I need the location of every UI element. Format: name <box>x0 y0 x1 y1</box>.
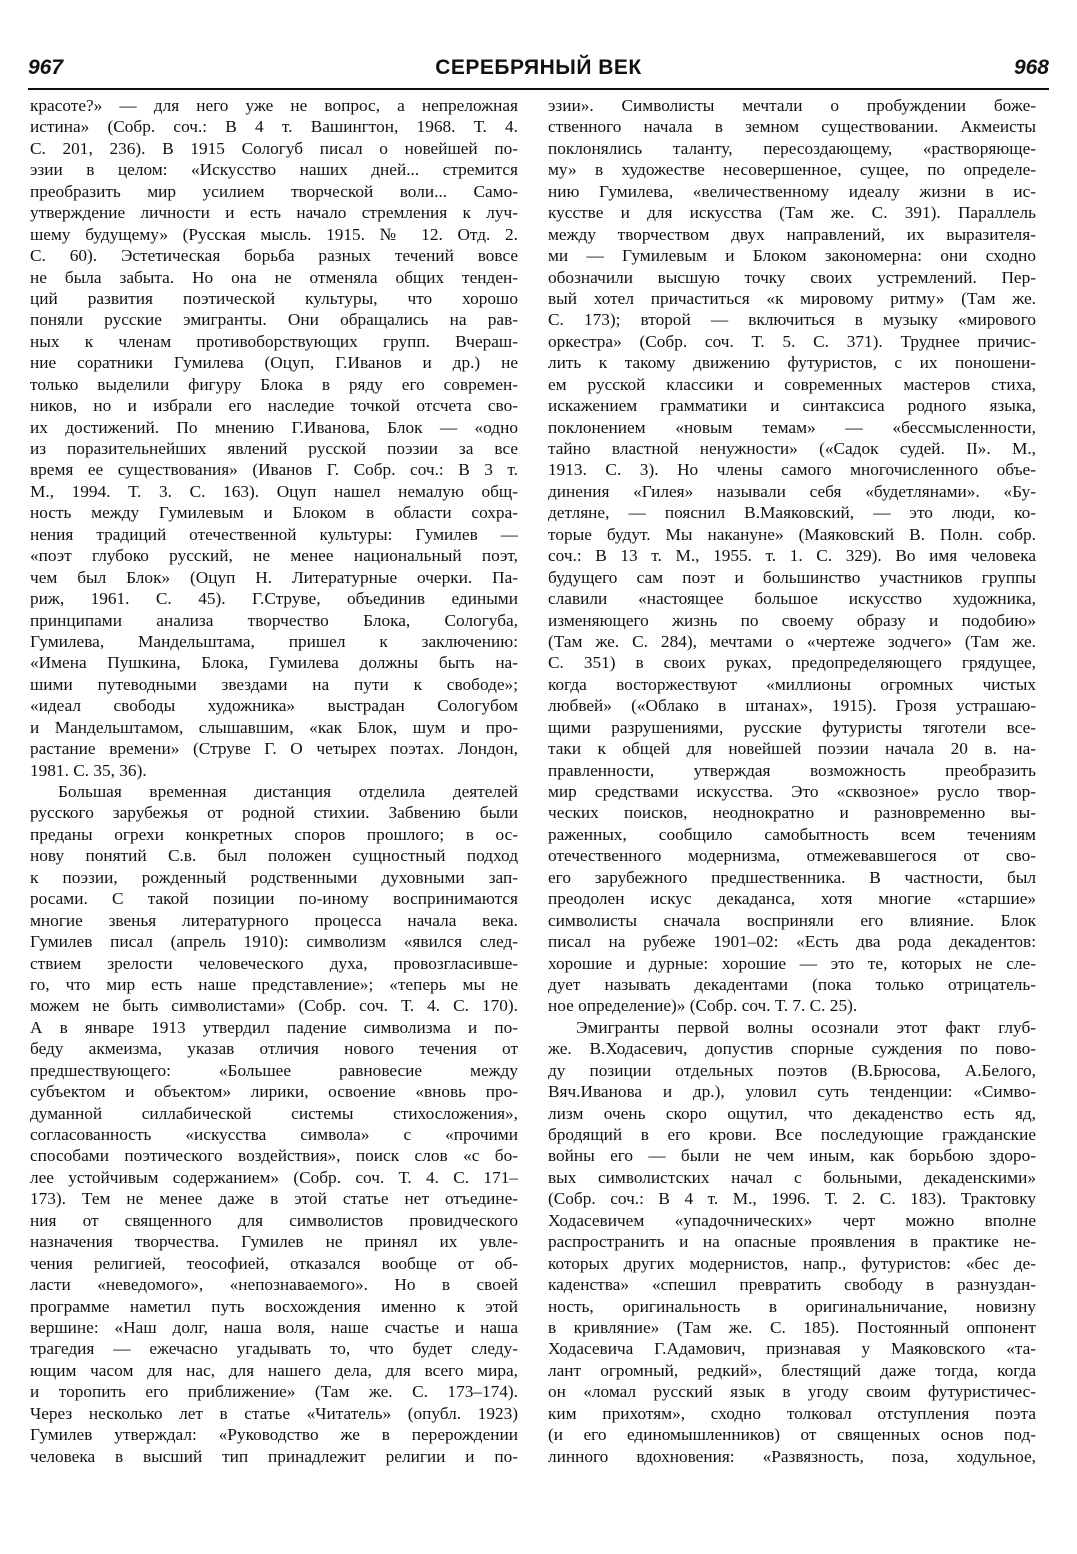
text-line: эзии». Символисты мечтали о пробуждении боже- <box>548 96 1036 115</box>
text-line: ми — Гумилевым и Блоком закономерна: они сходно <box>548 246 1036 266</box>
left-page-number: 967 <box>28 56 64 79</box>
text-line: А в январе 1913 утвердил падение символизма и по- <box>30 1017 518 1037</box>
text-line: оркестра» (Собр. соч. Т. 5. С. 371). Труднее причис- <box>548 331 1036 351</box>
text-line: эзии в целом: «Искусство наших дней... стремится <box>30 160 518 180</box>
text-line: Ходасевича Г.Адамович, признавая у Маяковского «та- <box>548 1339 1036 1359</box>
text-line: обозначили высшую точку своих устремлений. Пер- <box>548 267 1036 287</box>
right-page-number: 968 <box>1013 56 1049 79</box>
text-line: когда восторжествуют «миллионы огромных чистых <box>548 674 1036 694</box>
text-line: символисты сначала восприняли его влияние. Блок <box>548 910 1036 930</box>
text-line: распространить и на опасные проявления в практике не- <box>548 1232 1036 1252</box>
text-line: можем не быть символистами» (Собр. соч. Т. 4. С. 170). <box>30 996 518 1016</box>
text-line: ким прихотям», сходно толковал отступления поэта <box>548 1403 1036 1423</box>
text-line: предшествующего: «Большее равновесие между <box>30 1060 518 1080</box>
text-line: С. 60). Эстетическая борьба разных течений вовсе <box>30 246 518 266</box>
text-line: нову понятий С.в. был положен сущностный подход <box>30 846 518 866</box>
text-line: славили «настоящее большое искусство художника, <box>548 589 1036 609</box>
text-line: согласованность «искусства символа» с «прочими <box>30 1125 518 1144</box>
text-line: мир средствами искусства. Это «сквозное» русло твор- <box>548 782 1036 801</box>
text-line: лить к такому движению футуристов, с их поношени- <box>548 353 1036 373</box>
text-line: раженных, сообщило самобытность всем течениям <box>548 824 1036 844</box>
text-line: нения традиций отечественной культуры: Гумилев — <box>30 524 518 544</box>
text-line: «Имена Пушкина, Блока, Гумилева должны быть на- <box>30 653 518 673</box>
text-line: Гумилева, Мандельштама, пришел к заключению: <box>30 631 518 651</box>
text-line: С. 351) в своих руках, предопределяющего грядущее, <box>548 653 1036 673</box>
text-line: ность между Гумилевым и Блоком в области сохра- <box>30 503 518 523</box>
text-line: русского зарубежья от родной стихии. Забвению были <box>30 803 518 823</box>
text-line: чения религией, теософией, отказался вообще от об- <box>30 1253 518 1273</box>
text-line: отечественного модернизма, отмежевавшегося от сво- <box>548 846 1036 866</box>
text-line: искажением грамматики и синтаксиса родного языка, <box>548 396 1036 416</box>
text-line: ствием зрелости человеческого духа, провозгласивше- <box>30 953 518 973</box>
text-line: ное определение)» (Собр. соч. Т. 7. С. 25). <box>548 996 858 1016</box>
text-line: тайно властной ненужности» («Садок судей. II». М., <box>548 439 1036 458</box>
text-line: дует называть декадентами (пока только отрицатель- <box>548 974 1036 994</box>
text-line: му» в художестве несовершенное, сущее, по определе- <box>548 160 1036 180</box>
text-line: ние соратники Гумилева (Оцуп, Г.Иванов и др.) не <box>30 353 518 373</box>
text-line: думанной силлабической системы стихосложения», <box>30 1103 518 1123</box>
text-line: лизм очень скоро ощутил, что декаденство есть яд, <box>548 1103 1036 1123</box>
text-line: детляне, — пояснил В.Маяковский, — это люди, ко- <box>548 503 1036 523</box>
text-line: истина» (Собр. соч.: В 4 т. Вашингтон, 1968. Т. 4. <box>30 117 518 137</box>
text-line: ственного начала в земном существовании. Акмеисты <box>548 117 1036 137</box>
text-line: бродящий в его крови. Все последующие гражданские <box>548 1125 1036 1144</box>
text-line: ду позиции отдельных поэтов (В.Брюсова, А.Белого, <box>548 1060 1036 1080</box>
text-line: растание времени» (Струве Г. О четырех поэтах. Лондон, <box>30 739 518 759</box>
text-line: чем был Блок» (Оцуп Н. Литературные очерки. Па- <box>30 567 518 587</box>
text-line: беду акмеизма, указав отличия нового течения от <box>30 1039 518 1059</box>
text-line: поняли русские эмигранты. Они обращались на рав- <box>30 310 518 330</box>
running-title: СЕРЕБРЯНЫЙ ВЕК <box>435 56 642 79</box>
text-line: риж, 1961. С. 45). Г.Струве, объединив едиными <box>30 589 518 609</box>
text-line: соч.: В 13 т. М., 1955. т. 1. С. 329). Во имя человека <box>548 546 1036 566</box>
text-line: Вяч.Иванова и др.), уловил суть тенденции: «Симво- <box>548 1082 1036 1102</box>
text-line: шими путеводными звездами на пути к свободе»; <box>30 674 518 694</box>
text-line: изменяющего жизнь по своему образу и подобию» <box>548 610 1036 630</box>
text-line: ников, но и избрали его наследие точкой отсчета сво- <box>30 396 518 416</box>
text-line: ческих поисков, неоднократно и разновременно вы- <box>548 803 1036 823</box>
text-line: 1981. С. 35, 36). <box>30 760 147 780</box>
text-line: только выделили фигуру Блока в ряду его современ- <box>30 374 518 394</box>
text-line: «поэт глубоко русский, не менее национальный поэт, <box>30 546 518 566</box>
text-line: таки к общей для новейшей поэзии начала 20 в. на- <box>548 739 1036 759</box>
text-line: которых других модернистов, напр., футуристов: «бес де- <box>548 1253 1036 1273</box>
text-line: в кривляние» (Там же. С. 185). Постоянный оппонент <box>548 1317 1036 1337</box>
text-line: он «ломал русский язык в угоду своим футуристичес- <box>548 1382 1036 1402</box>
text-line: щими разрушениями, русские футуристы тяготели все- <box>548 717 1036 737</box>
text-line: С. 201, 236). В 1915 Сологуб писал о новейшей по- <box>30 138 518 158</box>
text-line: писал на рубеже 1901–02: «Есть два рода декадентов: <box>548 932 1036 952</box>
text-line: Ходасевичем «упадочнических» черт можно вполне <box>548 1210 1036 1230</box>
text-line: Эмигранты первой волны осознали этот факт глуб- <box>576 1017 1036 1037</box>
text-line: его зарубежного предшественника. В частности, был <box>548 867 1036 887</box>
text-line: Гумилев утверждал: «Руководство же в перерождении <box>30 1425 518 1445</box>
text-line: ность, оригинальность в оригинальничание, новизну <box>548 1296 1036 1316</box>
header-rule <box>28 88 1049 90</box>
text-line: Через несколько лет в статье «Читатель» (опубл. 1923) <box>30 1403 518 1423</box>
text-line: лант огромный, редкий», блестящий даже тогда, когда <box>548 1360 1036 1380</box>
text-line: программе наметил путь восхождения именно к этой <box>30 1296 518 1316</box>
text-line: нию Гумилева, «величественному идеалу жизни в ис- <box>548 181 1036 201</box>
text-line: ласти «неведомого», «непознаваемого». Но в своей <box>30 1275 518 1295</box>
text-line: ных к членам противоборствующих групп. Вчераш- <box>30 331 518 351</box>
text-line: 173). Тем не менее даже в этой статье нет отъедине- <box>30 1189 518 1209</box>
text-line: линного вдохновения: «Развязность, поза, ходульное, <box>548 1446 1036 1466</box>
text-line: лее устойчивым содержанием» (Собр. соч. Т. 4. С. 171– <box>30 1167 518 1187</box>
text-line: динения «Гилея» называли себя «будетлянами». «Бу- <box>548 481 1036 501</box>
text-line: хорошие и дурные: хорошие — это те, которых не сле- <box>548 953 1036 973</box>
text-line: не была забыта. Но она не отменяла общих тенден- <box>30 267 518 287</box>
text-line: М., 1994. Т. 3. С. 163). Оцуп нашел немалую общ- <box>30 481 518 501</box>
text-line: войны его — были не чем иным, как борьбою здоро- <box>548 1146 1036 1166</box>
text-line: правленности, утверждая возможность преобразить <box>548 760 1036 780</box>
text-line: вершине: «Наш долг, наша воля, наше счастье и наша <box>30 1317 518 1337</box>
text-line: преобразить мир усилием творческой воли... Само- <box>30 181 518 201</box>
text-line: (Там же. С. 284), мечтами о «чертеже зодчего» (Там же. <box>548 631 1036 651</box>
text-line: преодолен искус декаданса, хотя многие «старшие» <box>548 889 1036 909</box>
text-line: способами поэтического воздействия», поиск слов «с бо- <box>30 1146 518 1166</box>
text-line: любвей» («Облако в штанах», 1915). Грозя устрашаю- <box>548 696 1036 716</box>
text-line: между творчеством двух направлений, их выразителя- <box>548 224 1036 244</box>
text-line: торые будут. Мы накануне» (Маяковский В. Полн. собр. <box>548 524 1036 544</box>
text-line: субъектом и объектом» лирики, освоение «вновь про- <box>30 1082 518 1102</box>
text-line: росами. С такой позиции по-иному воспринимаются <box>30 889 518 909</box>
text-line: ния от священного для символистов провидческого <box>30 1210 518 1230</box>
text-line: многие звенья литературного процесса начала века. <box>30 910 518 930</box>
text-line: принципами анализа творчество Блока, Сологуба, <box>30 610 518 630</box>
text-line: ем русской классики и современных мастеров стиха, <box>548 374 1036 394</box>
text-line: (и его единомышленников) от священных основ под- <box>548 1425 1036 1445</box>
text-line: каденства» «спешил превратить свободу в разнуздан- <box>548 1275 1036 1295</box>
text-line: человека в высший тип принадлежит религии и по- <box>30 1446 518 1466</box>
text-line: вых символистских начал с больными, декаденскими» <box>548 1167 1036 1187</box>
text-line: поклонялись таланту, пересоздающему, «растворяюще- <box>548 138 1036 158</box>
text-line: утверждение личности и есть начало стремления к луч- <box>30 203 518 223</box>
text-line: и Мандельштамом, слышавшим, «как Блок, шум и про- <box>30 717 518 737</box>
text-line: время ее существования» (Иванов Г. Собр. соч.: В 3 т. <box>30 460 518 480</box>
text-line: и торопить его приближение» (Там же. С. 173–174). <box>30 1382 518 1402</box>
text-line: трагедия — ежечасно угадывать то, что будет следу- <box>30 1339 518 1359</box>
text-line: назначения творчества. Гумилев не принял их увле- <box>30 1232 518 1252</box>
text-line: поклонением «новым темам» — «бессмысленности, <box>548 417 1036 437</box>
text-line: из поразительнейших явлений русской поэзии за все <box>30 439 518 458</box>
text-line: вый хотел причаститься «к мировому ритму» (Там же. <box>548 288 1036 308</box>
text-line: кусстве и для искусства (Там же. С. 391). Параллель <box>548 203 1036 223</box>
text-line: «идеал свободы художника» выстрадан Сологубом <box>30 696 518 716</box>
text-line: красоте?» — для него уже не вопрос, а непреложная <box>30 96 518 115</box>
text-line: же. В.Ходасевич, допустив спорные суждения по пово- <box>548 1039 1036 1059</box>
text-line: преданы огрехи конкретных споров прошлого; в ос- <box>30 824 518 844</box>
text-line: ций развития поэтической культуры, что хорошо <box>30 288 518 308</box>
page-header <box>28 56 1049 86</box>
text-line: С. 173); второй — включиться в музыку «мирового <box>548 310 1036 330</box>
left-column <box>30 95 518 1467</box>
text-line: го, что мир есть наше представление»; «теперь мы не <box>30 974 518 994</box>
text-line: 1913. С. 3). Но члены самого многочисленного объе- <box>548 460 1036 480</box>
text-line: Гумилев писал (апрель 1910): символизм «явился след- <box>30 932 518 952</box>
right-column <box>548 95 1036 1467</box>
text-line: (Собр. соч.: В 4 т. М., 1996. Т. 2. С. 183). Трактовку <box>548 1189 1036 1209</box>
text-line: их достижений. По мнению Г.Иванова, Блок — «одно <box>30 417 518 437</box>
text-line: ющим часом для нас, для нашего дела, для всего мира, <box>30 1360 518 1380</box>
text-line: шему будущему» (Русская мысль. 1915. № 12. Отд. 2. <box>30 224 518 244</box>
text-line: к поэзии, рожденный родственными духовными зап- <box>30 867 518 887</box>
text-line: будущего сам поэт и большинство участников группы <box>548 567 1036 587</box>
text-line: Большая временная дистанция отделила деятелей <box>58 782 518 801</box>
